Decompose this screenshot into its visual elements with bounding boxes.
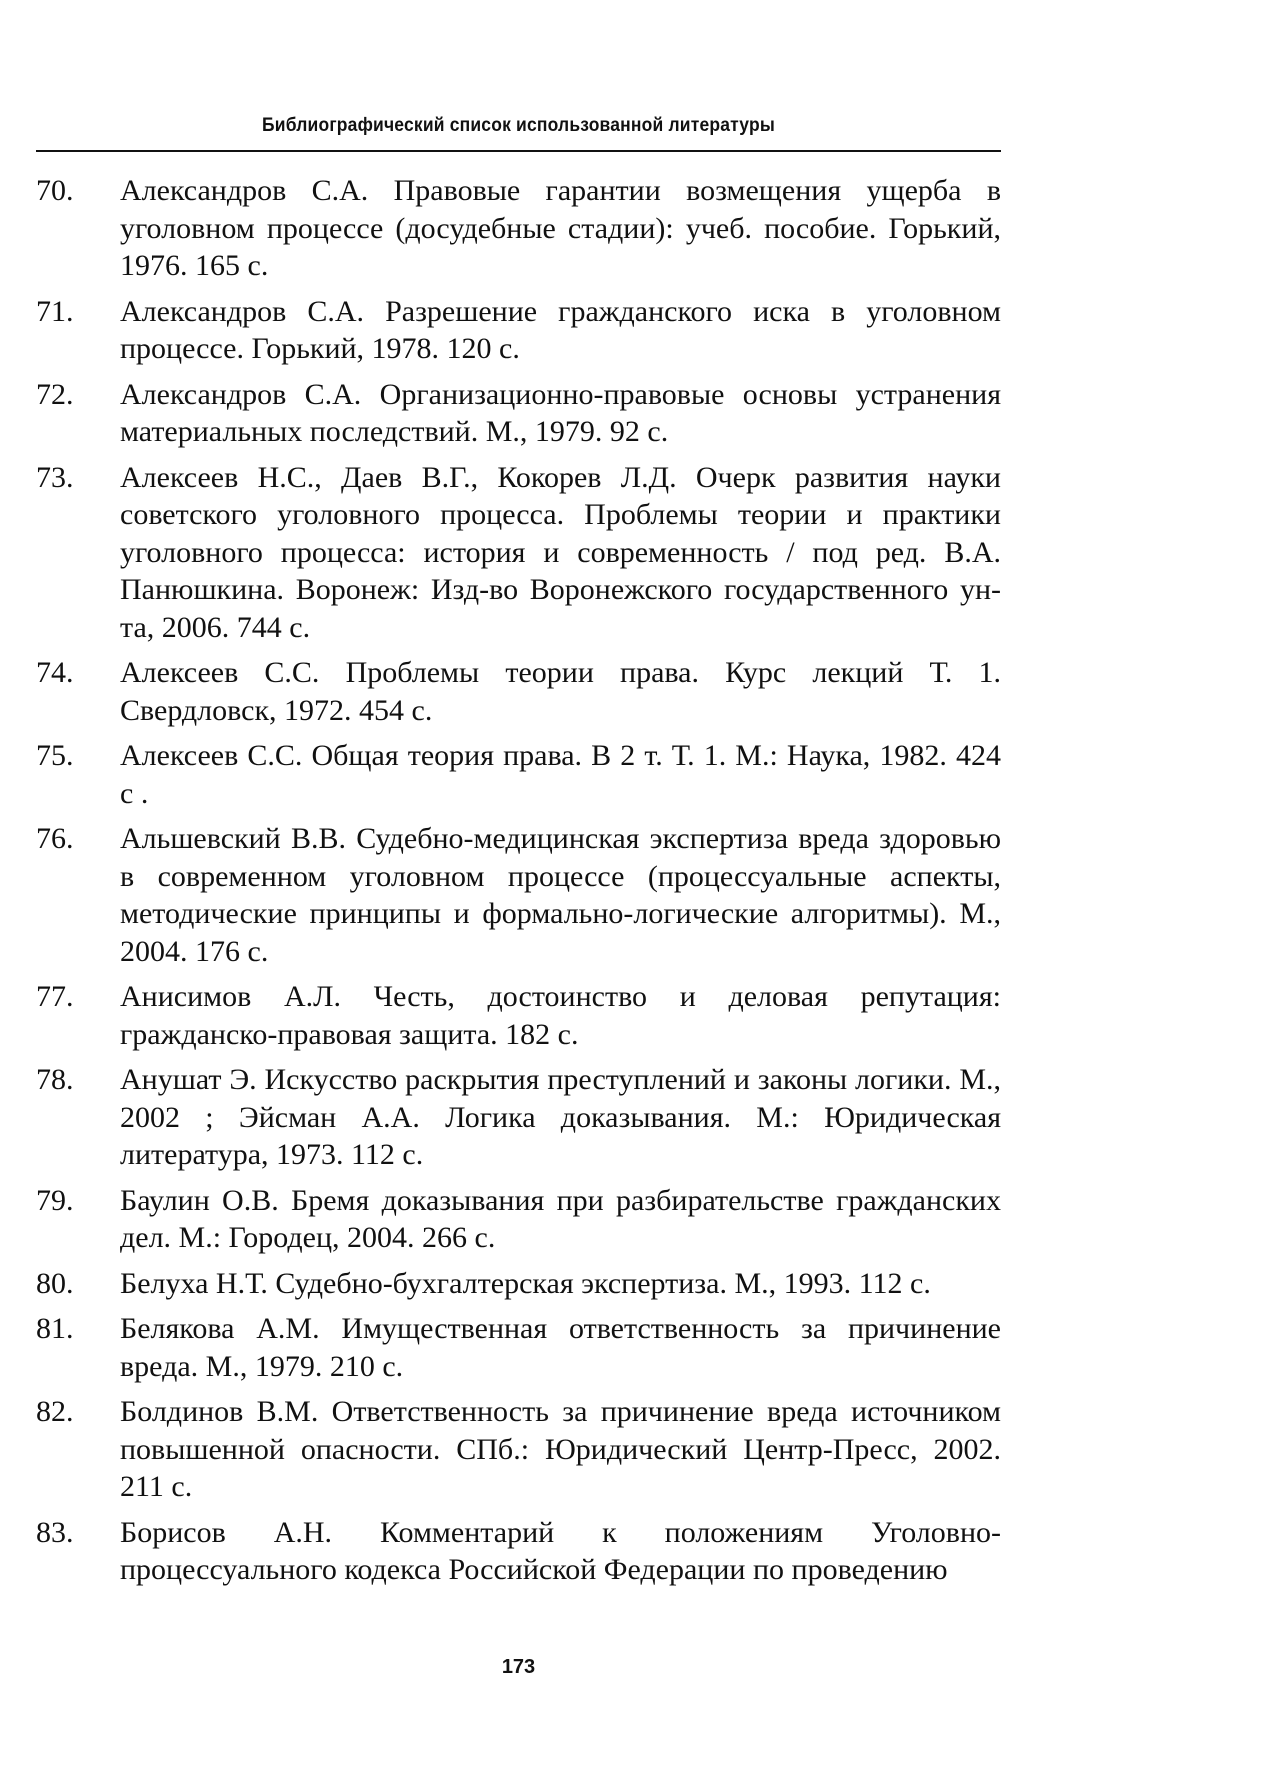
entry-text: Александров С.А. Разрешение гражданского иска в уголовном процессе. Горький, 1978. 120 с.	[120, 294, 1001, 365]
bibliography-entry	[36, 737, 1001, 812]
bibliography-entry	[36, 376, 1001, 451]
entry-text: Белякова А.М. Имущественная ответственность за причинение вреда. М., 1979. 210 с.	[120, 1312, 1001, 1383]
bibliography-entry	[36, 978, 1001, 1053]
entry-text: Белуха Н.Т. Судебно-бухгалтерская экспертиза. М., 1993. 112 с.	[120, 1266, 931, 1300]
bibliography-entry	[36, 172, 1001, 285]
bibliography-entry	[36, 1310, 1001, 1385]
bibliography-list	[36, 172, 1001, 1597]
entry-number: 71.	[36, 294, 74, 328]
bibliography-entry	[36, 1393, 1001, 1506]
bibliography-entry	[36, 820, 1001, 970]
entry-number: 82.	[36, 1395, 74, 1428]
entry-number: 73.	[36, 460, 74, 494]
entry-number: 74.	[36, 656, 74, 689]
entry-number: 78.	[36, 1063, 74, 1096]
entry-number: 76.	[36, 822, 74, 855]
entry-number: 79.	[36, 1183, 74, 1217]
bibliography-entry	[36, 654, 1001, 729]
entry-text: Баулин О.В. Бремя доказывания при разбирательстве гражданских дел. М.: Городец, 2004. 266 с.	[120, 1183, 1001, 1254]
entry-text: Анисимов А.Л. Честь, достоинство и деловая репутация: гражданско-правовая защита. 182 с.	[120, 980, 1001, 1051]
entry-text: Алексеев С.С. Общая теория права. В 2 т. Т. 1. М.: Наука, 1982. 424 с .	[120, 739, 1001, 810]
entry-number: 81.	[36, 1312, 74, 1345]
bibliography-entry	[36, 1265, 1001, 1303]
header-divider	[36, 150, 1001, 152]
entry-text: Болдинов В.М. Ответственность за причинение вреда источником повышенной опасности. СПб.: Юридический Центр-Пресс, 2002. 211 с.	[120, 1395, 1001, 1503]
entry-text: Альшевский В.В. Судебно-медицинская экспертиза вреда здоровью в современном уголовном процессе (процессуальные аспекты, методические принципы и формально-логические алгоритмы). М., 2004. 176 с.	[120, 822, 1001, 968]
bibliography-entry	[36, 293, 1001, 368]
entry-number: 83.	[36, 1515, 74, 1549]
bibliography-entry	[36, 1182, 1001, 1257]
bibliography-entry	[36, 1061, 1001, 1174]
entry-number: 77.	[36, 980, 74, 1013]
bibliography-entry	[36, 459, 1001, 647]
entry-text: Алексеев С.С. Проблемы теории права. Курс лекций Т. 1. Свердловск, 1972. 454 с.	[120, 656, 1001, 727]
entry-text: Алексеев Н.С., Даев В.Г., Кокорев Л.Д. Очерк развития науки советского уголовного процесса. Проблемы теории и практики уголовного процесса: история и современность / под ред. В.А. Панюшкина. Воронеж: Изд-во Воронежского государственного ун-та, 2006. 744 с.	[120, 460, 1001, 644]
entry-text: Александров С.А. Правовые гарантии возмещения ущерба в уголовном процессе (досудебные стадии): учеб. пособие. Горький, 1976. 165 с.	[120, 174, 1001, 282]
running-header: Библиографический список использованной литературы	[262, 115, 775, 136]
page-number: 173	[501, 1656, 536, 1678]
entry-number: 80.	[36, 1266, 74, 1300]
entry-text: Анушат Э. Искусство раскрытия преступлений и законы логики. М., 2002 ; Эйсман А.А. Логика доказывания. М.: Юридическая литература, 1973. 112 с.	[120, 1063, 1001, 1171]
entry-text: Борисов А.Н. Комментарий к положениям Уголовно-процессуального кодекса Российской Федерации по проведению	[120, 1515, 1001, 1586]
entry-number: 72.	[36, 377, 74, 411]
bibliography-entry	[36, 1514, 1001, 1589]
entry-text: Александров С.А. Организационно-правовые основы устранения материальных последствий. М., 1979. 92 с.	[120, 377, 1001, 448]
entry-number: 75.	[36, 739, 74, 772]
entry-number: 70.	[36, 174, 74, 207]
